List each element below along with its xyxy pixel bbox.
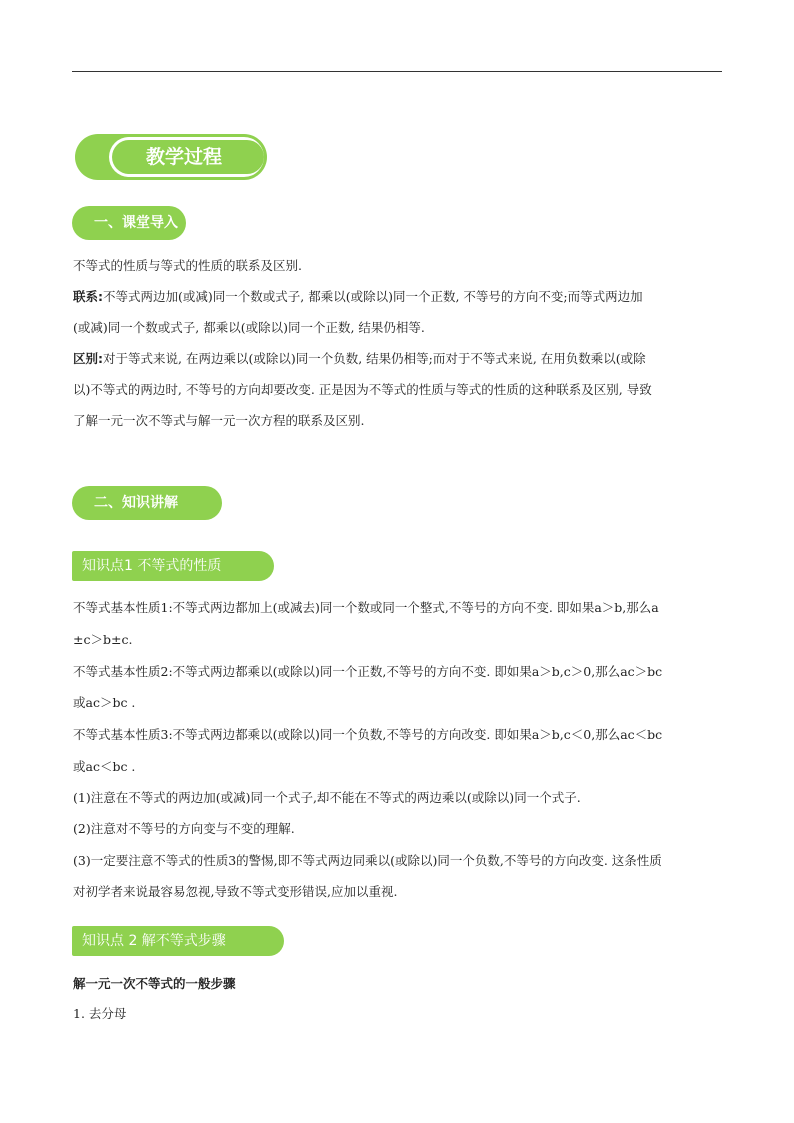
paragraph-line: (1)注意在不等式的两边加(或减)同一个式子,却不能在不等式的两边乘以(或除以)同一个式子. [73, 790, 581, 805]
part1-title: 一、课堂导入 [72, 206, 186, 240]
paragraph-line: 不等式基本性质2:不等式两边都乘以(或除以)同一个正数,不等号的方向不变. 即如果a＞b,c＞0,那么ac＞bc [73, 664, 663, 679]
paragraph-line: 联系:不等式两边加(或减)同一个数或式子, 都乘以(或除以)同一个正数, 不等号的方向不变;而等式两边加 [73, 289, 643, 304]
paragraph-line: 对初学者来说最容易忽视,导致不等式变形错误,应加以重视. [73, 884, 398, 899]
paragraph-line: 不等式基本性质1:不等式两边都加上(或减去)同一个数或同一个整式,不等号的方向不变. 即如果a＞b,那么a [73, 600, 659, 615]
paragraph-line: 了解一元一次不等式与解一元一次方程的联系及区别. [73, 413, 365, 428]
section-title: 教学过程 [112, 140, 264, 174]
kp1-title: 知识点1 不等式的性质 [72, 551, 274, 581]
paragraph-line: (或减)同一个数或式子, 都乘以(或除以)同一个正数, 结果仍相等. [73, 320, 425, 335]
kp2-heading: 解一元一次不等式的一般步骤 [73, 976, 236, 991]
section-banner [75, 134, 267, 180]
step-item: 1. 去分母 [73, 1006, 127, 1021]
paragraph-line: 不等式基本性质3:不等式两边都乘以(或除以)同一个负数,不等号的方向改变. 即如果a＞b,c＜0,那么ac＜bc [73, 727, 663, 742]
paragraph-line: 不等式的性质与等式的性质的联系及区别. [73, 258, 302, 273]
header-rule [72, 71, 722, 72]
paragraph-line: 区别:对于等式来说, 在两边乘以(或除以)同一个负数, 结果仍相等;而对于不等式来说, 在用负数乘以(或除 [73, 351, 646, 366]
paragraph-line: ±c＞b±c. [73, 632, 133, 647]
label-diff: 区别: [73, 351, 103, 366]
label-link: 联系: [73, 289, 103, 304]
paragraph-line: (2)注意对不等号的方向变与不变的理解. [73, 821, 295, 836]
paragraph-line: 或ac＞bc . [73, 695, 136, 710]
paragraph-line: (3)一定要注意不等式的性质3的警惕,即不等式两边同乘以(或除以)同一个负数,不等号的方向改变. 这条性质 [73, 853, 662, 868]
paragraph-line: 或ac＜bc . [73, 759, 136, 774]
paragraph-line: 以)不等式的两边时, 不等号的方向却要改变. 正是因为不等式的性质与等式的性质的这种联系及区别, 导致 [73, 382, 652, 397]
part2-title: 二、知识讲解 [72, 486, 222, 520]
kp2-title: 知识点 2 解不等式步骤 [72, 926, 284, 956]
